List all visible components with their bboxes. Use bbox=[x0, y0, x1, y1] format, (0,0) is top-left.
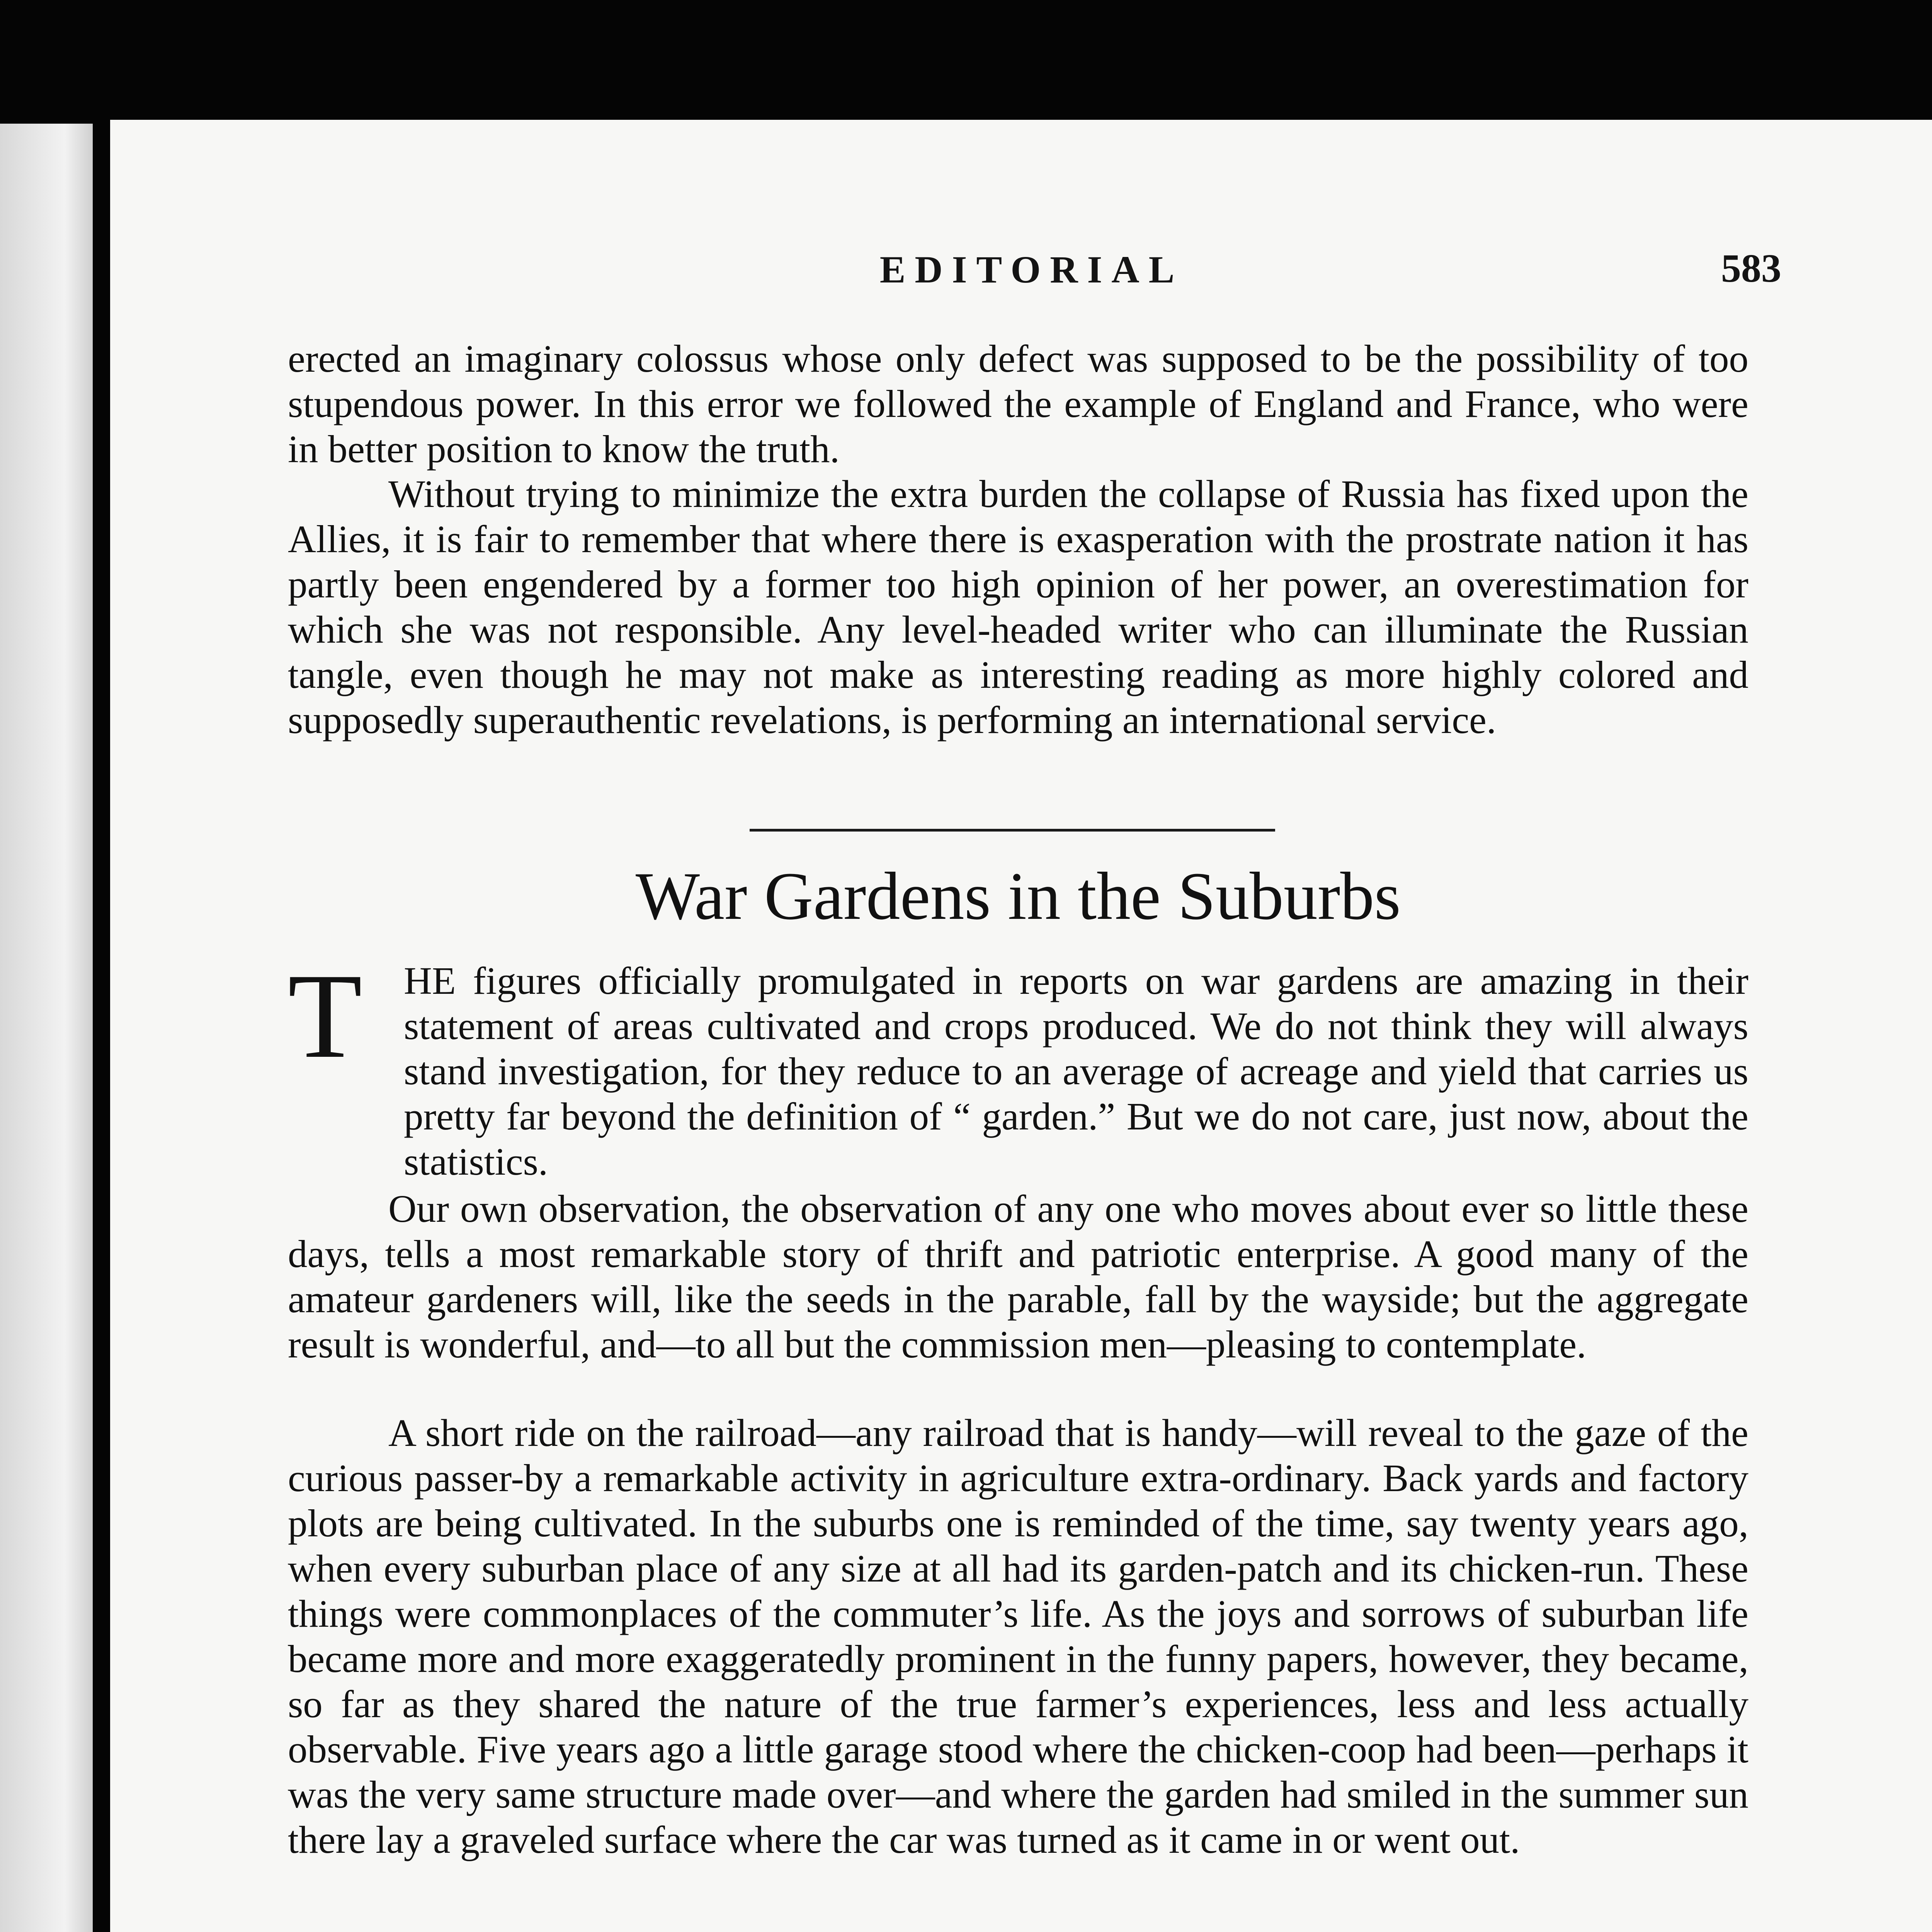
page-number: 583 bbox=[1721, 246, 1781, 291]
war-gardens-paragraph-2: Our own observation, the observation of any one who moves about ever so little these days, tells a most remarkable story of thrift and patriotic enterprise. A good many of the amateur gardeners will, like the seeds in the parable, fall by the wayside; but the aggregate result is wonderful, and—to all but the commission men—pleasing to contemplate. bbox=[288, 1187, 1748, 1366]
section-heading-war-gardens: War Gardens in the Suburbs bbox=[635, 859, 1401, 934]
intro-paragraph-2: Without trying to minimize the extra burden the collapse of Russia has fixed upon the Allies, it is fair to remember that where there is exasperation with the prostrate nation it has partly been engendered by a former too high opinion of her power, an overestimation for which she was not responsible. Any level-headed writer who can illuminate the Russian tangle, even though he may not make as interesting reading as more highly colored and supposedly superauthentic revelations, is performing an international service. bbox=[288, 472, 1748, 742]
drop-cap-t: T bbox=[288, 949, 362, 1083]
running-title: EDITORIAL bbox=[879, 248, 1184, 291]
war-gardens-paragraph-1: HE figures officially promulgated in reports on war gardens are amazing in their statement of areas cultivated and crops produced. We do not think they will always stand investigation, for they reduce to an average of acreage and yield that carries us pretty far beyond the definition of “ garden.” But we do not care, just now, about the statistics. bbox=[404, 959, 1748, 1183]
intro-paragraph-1: erected an imaginary colossus whose only defect was supposed to be the possibility of too stupendous power. In this error we followed the example of England and France, who were in better position to know the truth. bbox=[288, 337, 1748, 471]
facing-page-edge bbox=[0, 124, 93, 1932]
section-divider bbox=[750, 829, 1275, 832]
war-gardens-paragraph-3: A short ride on the railroad—any railroad that is handy—will reveal to the gaze of the curious passer-by a remarkable activity in agriculture extra-ordinary. Back yards and factory plots are being cultivated. In the suburbs one is reminded of the time, say twenty years ago, when every suburban place of any size at all had its garden-patch and its chicken-run. These things were commonplaces of the commuter’s life. As the joys and sorrows of suburban life became more and more exaggeratedly prominent in the funny papers, however, they became, so far as they shared the nature of the true farmer’s experiences, less and less actually observable. Five years ago a little garage stood where the chicken-coop had been—perhaps it was the very same structure made over—and where the garden had smiled in the summer sun there lay a graveled surface where the car was turned as it came in or went out. bbox=[288, 1411, 1748, 1861]
